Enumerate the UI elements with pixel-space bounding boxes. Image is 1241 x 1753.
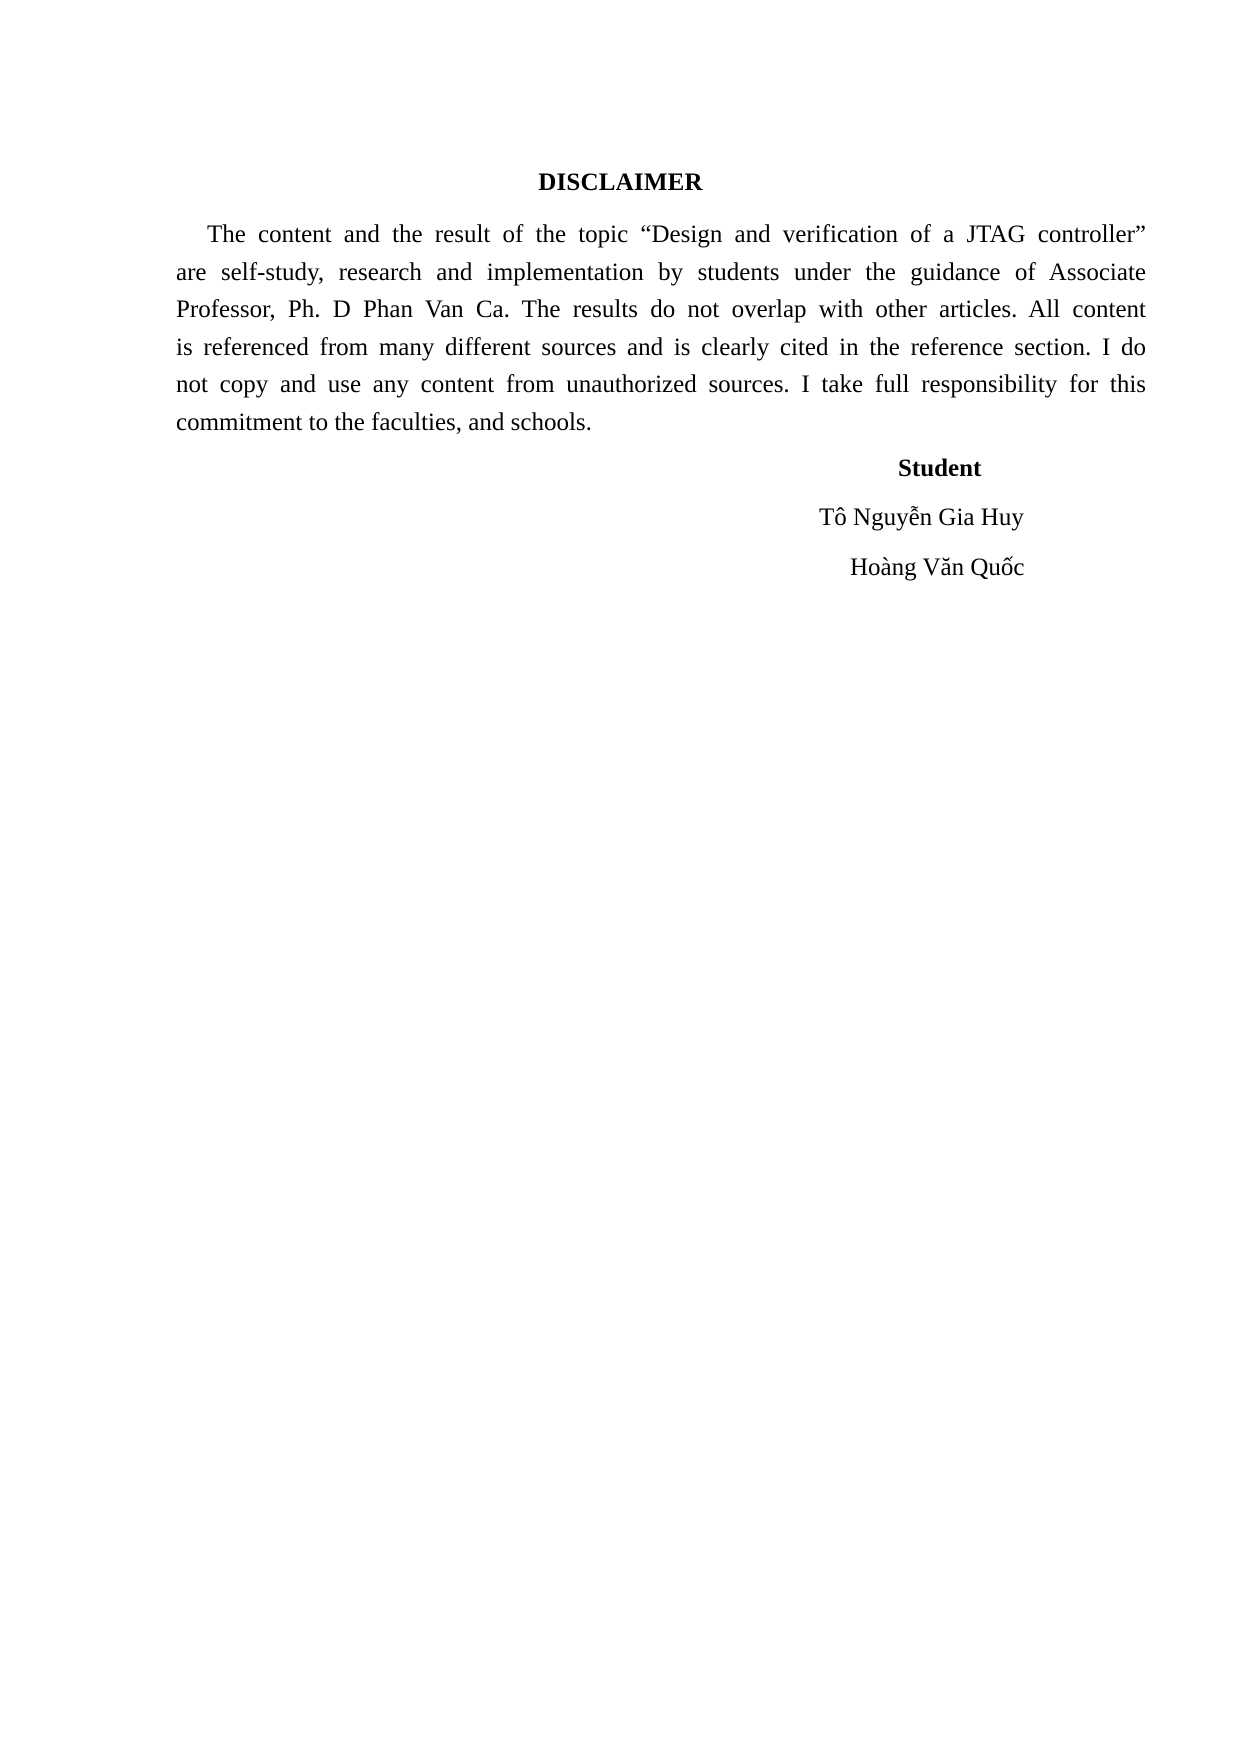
signature-name: Tô Nguyễn Gia Huy — [819, 504, 1024, 531]
disclaimer-paragraph — [176, 216, 1146, 441]
paragraph-line: is referenced from many different sources and is clearly cited in the reference section. I do — [176, 333, 1146, 361]
signature-name: Hoàng Văn Quốc — [850, 554, 1025, 581]
paragraph-line: are self-study, research and implementation by students under the guidance of Associate — [176, 258, 1146, 286]
paragraph-line: not copy and use any content from unauthorized sources. I take full responsibility for this — [176, 371, 1146, 398]
paragraph-line: commitment to the faculties, and schools. — [176, 408, 592, 436]
paragraph-line: Professor, Ph. D Phan Van Ca. The results do not overlap with other articles. All content — [176, 296, 1146, 323]
signature-label: Student — [898, 455, 982, 482]
page-title: DISCLAIMER — [538, 169, 703, 196]
paragraph-line: The content and the result of the topic “Design and verification of a JTAG controller” — [207, 221, 1146, 248]
